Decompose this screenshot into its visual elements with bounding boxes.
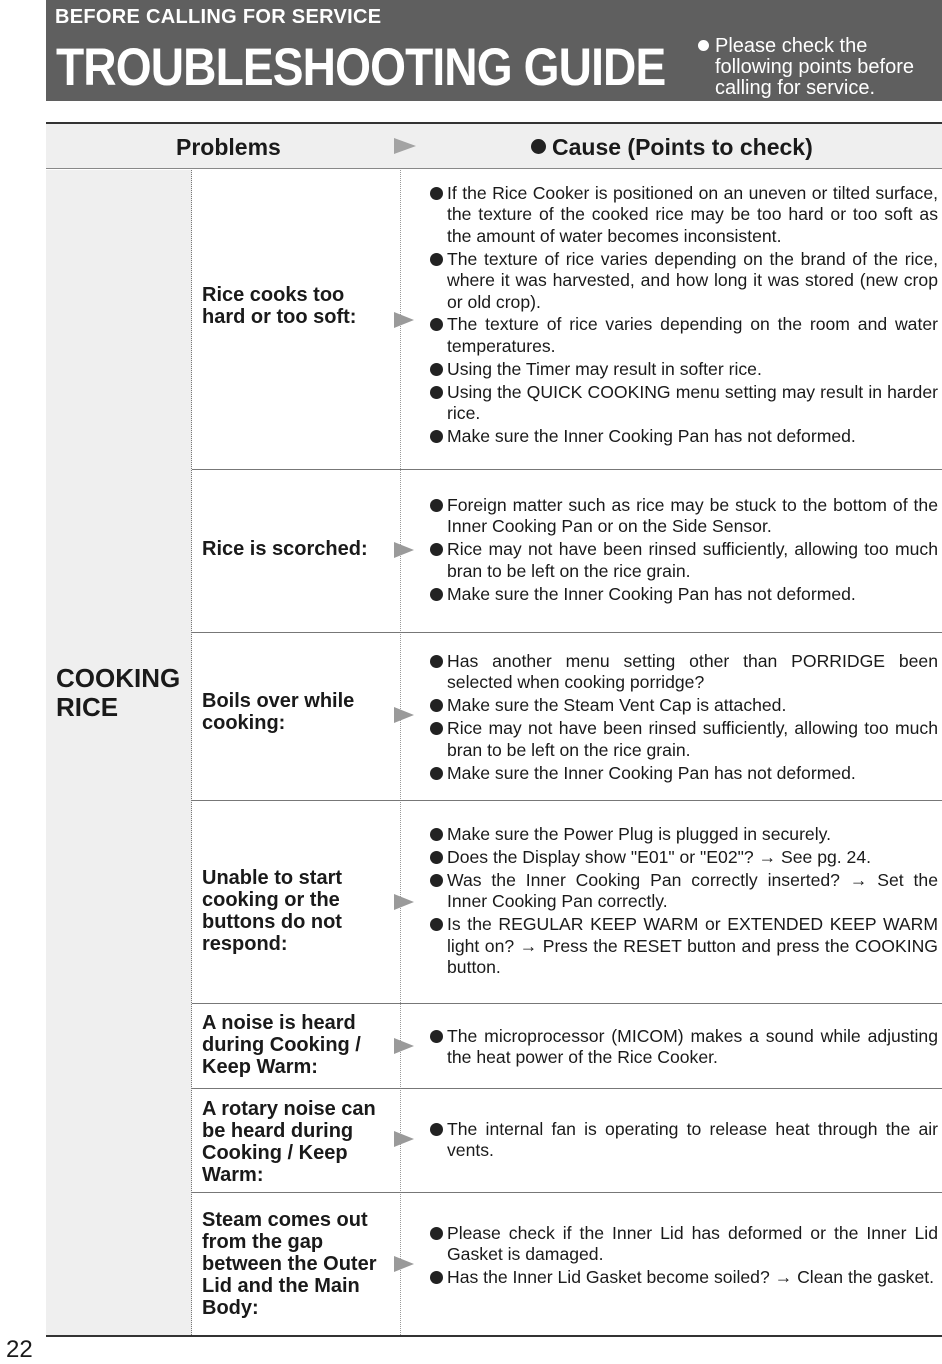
header-note bbox=[698, 36, 938, 99]
arrow-right-icon bbox=[394, 1038, 414, 1054]
cause-item: Using the Timer may result in softer rice. bbox=[430, 359, 938, 380]
problems-column-label: Problems bbox=[176, 134, 281, 160]
cause-item: Make sure the Inner Cooking Pan has not deformed. bbox=[430, 763, 938, 784]
cause-list bbox=[430, 651, 938, 785]
troubleshooting-table bbox=[46, 170, 942, 1337]
table-row bbox=[192, 1004, 942, 1089]
cause-list bbox=[430, 1223, 938, 1290]
cause-item: Rice may not have been rinsed sufficiently, allowing too much bran to be left on the rice grain. bbox=[430, 718, 938, 761]
cause-item: Foreign matter such as rice may be stuck to the bottom of the Inner Cooking Pan or on the Side Sensor. bbox=[430, 495, 938, 538]
table-row bbox=[192, 170, 942, 470]
cause-item: The texture of rice varies depending on the brand of the rice, where it was harvested, and how long it was stored (new crop or old crop). bbox=[430, 249, 938, 313]
table-column-header bbox=[46, 122, 942, 169]
cause-column-label bbox=[531, 134, 813, 161]
arrow-right-icon bbox=[394, 542, 414, 558]
arrow-right-icon bbox=[394, 707, 414, 723]
cause-item: The texture of rice varies depending on the room and water temperatures. bbox=[430, 314, 938, 357]
arrow-right-icon bbox=[394, 1256, 414, 1272]
table-row bbox=[192, 1193, 942, 1335]
category-label: COOKING RICE bbox=[56, 663, 181, 722]
cause-item: Has another menu setting other than PORRIDGE been selected when cooking porridge? bbox=[430, 651, 938, 694]
table-row bbox=[192, 470, 942, 633]
arrow-right-icon bbox=[394, 1131, 414, 1147]
problem-label: Rice cooks too hard or too soft: bbox=[202, 284, 357, 328]
cause-item: Rice may not have been rinsed sufficiently, allowing too much bran to be left on the rice grain. bbox=[430, 539, 938, 582]
cause-item: If the Rice Cooker is positioned on an uneven or tilted surface, the texture of the cooked rice may be too hard or too soft as the amount of water becomes inconsistent. bbox=[430, 183, 938, 247]
problem-label: Steam comes out from the gap between the Outer Lid and the Main Body: bbox=[202, 1209, 377, 1319]
problem-label: A rotary noise can be heard during Cooking / Keep Warm: bbox=[202, 1098, 376, 1186]
cause-column-text: Cause (Points to check) bbox=[552, 134, 813, 160]
page-header bbox=[46, 0, 942, 101]
bullet-icon bbox=[531, 139, 546, 154]
problem-label: Boils over while cooking: bbox=[202, 690, 355, 734]
table-row bbox=[192, 633, 942, 801]
table-row bbox=[192, 1089, 942, 1193]
cause-list bbox=[430, 824, 938, 980]
cause-item: Make sure the Inner Cooking Pan has not deformed. bbox=[430, 584, 938, 605]
cause-list bbox=[430, 1026, 938, 1070]
cause-item: Does the Display show "E01" or "E02"? → See pg. 24. bbox=[430, 847, 938, 868]
cause-list bbox=[430, 183, 938, 449]
cause-item: Using the QUICK COOKING menu setting may result in harder rice. bbox=[430, 382, 938, 425]
cause-item: Was the Inner Cooking Pan correctly inserted? → Set the Inner Cooking Pan correctly. bbox=[430, 870, 938, 913]
cause-item: Has the Inner Lid Gasket become soiled? → Clean the gasket. bbox=[430, 1267, 938, 1288]
cause-item: The internal fan is operating to release heat through the air vents. bbox=[430, 1119, 938, 1162]
cause-list bbox=[430, 495, 938, 607]
problem-label: A noise is heard during Cooking / Keep Warm: bbox=[202, 1012, 361, 1078]
arrow-right-icon bbox=[394, 894, 414, 910]
header-note-text: Please check the following points before calling for service. bbox=[715, 35, 915, 99]
cause-item: Make sure the Inner Cooking Pan has not deformed. bbox=[430, 426, 938, 447]
cause-item: Make sure the Steam Vent Cap is attached. bbox=[430, 695, 938, 716]
cause-item: The microprocessor (MICOM) makes a sound while adjusting the heat power of the Rice Cooker. bbox=[430, 1026, 938, 1069]
page-title: TROUBLESHOOTING GUIDE bbox=[56, 38, 666, 97]
header-kicker: BEFORE CALLING FOR SERVICE bbox=[55, 6, 382, 28]
problem-label: Rice is scorched: bbox=[202, 538, 368, 560]
cause-item: Make sure the Power Plug is plugged in securely. bbox=[430, 824, 938, 845]
problem-label: Unable to start cooking or the buttons do not respond: bbox=[202, 867, 343, 955]
category-cell bbox=[46, 170, 192, 1335]
bullet-icon bbox=[698, 40, 709, 51]
page-number: 22 bbox=[6, 1336, 33, 1363]
table-row bbox=[192, 801, 942, 1004]
cause-list bbox=[430, 1119, 938, 1163]
arrow-right-icon bbox=[394, 138, 416, 154]
arrow-right-icon bbox=[394, 312, 414, 328]
cause-item: Is the REGULAR KEEP WARM or EXTENDED KEEP WARM light on? → Press the RESET button and press the COOKING button. bbox=[430, 914, 938, 978]
cause-item: Please check if the Inner Lid has deformed or the Inner Lid Gasket is damaged. bbox=[430, 1223, 938, 1266]
